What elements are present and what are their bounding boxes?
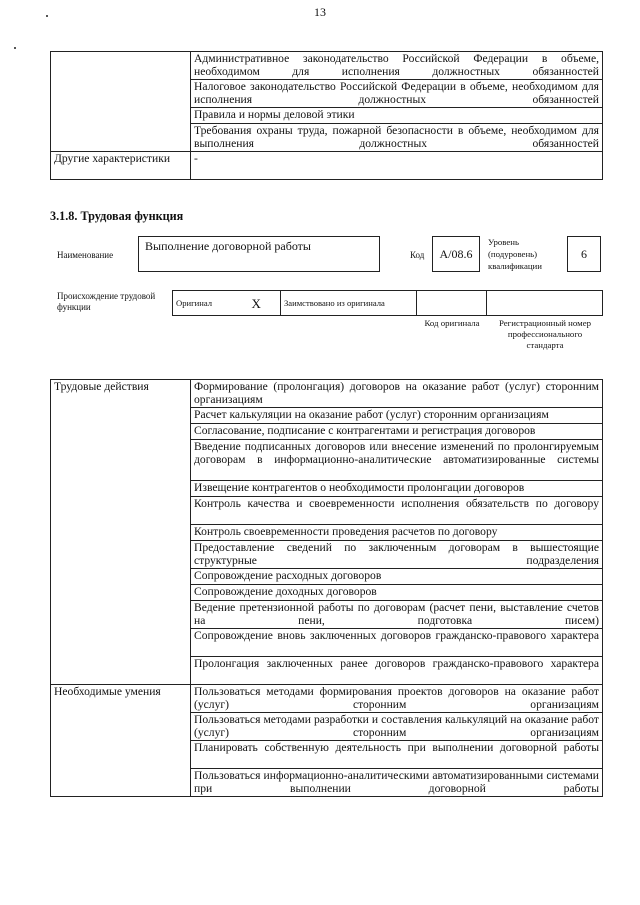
original-label: Оригинал [173, 291, 233, 316]
code-label: Код [410, 250, 425, 260]
top-table-label-empty [51, 52, 191, 152]
registration-number-cell [487, 291, 603, 316]
borrowed-label: Заимствовано из оригинала [281, 291, 417, 316]
labor-action-item: Сопровождение доходных договоров [191, 585, 603, 601]
labor-action-item: Сопровождение расходных договоров [191, 569, 603, 585]
skill-item: Планировать собственную деятельность при выполнении договорной работы [191, 741, 603, 769]
top-table [50, 51, 603, 180]
skills-label: Необходимые умения [51, 685, 191, 797]
function-code-box: A/08.6 [432, 236, 480, 272]
labor-action-item: Введение подписанных договоров или внесение изменений по пролонгируемым договорам в информационно-аналитические автоматизированные системы [191, 440, 603, 481]
original-mark: X [233, 291, 281, 316]
labor-action-item: Ведение претензионной работы по договорам (расчет пени, выставление счетов на пени, подготовка писем) [191, 601, 603, 629]
labor-action-item: Контроль качества и своевременности исполнения обязательств по договору [191, 497, 603, 525]
registration-number-caption: Регистрационный номер профессионального стандарта [498, 318, 591, 350]
scan-speck [46, 15, 48, 17]
code-original-caption: Код оригинала [424, 318, 480, 328]
origin-label: Происхождение трудовой функции [57, 291, 156, 312]
skill-item: Пользоваться информационно-аналитическими автоматизированными системами при выполнении договорной работы [191, 769, 603, 797]
labor-action-item: Извещение контрагентов о необходимости пролонгации договоров [191, 481, 603, 497]
function-name-box: Выполнение договорной работы [138, 236, 380, 272]
page-number: 13 [314, 5, 326, 19]
level-label: Уровень (подуровень) квалификации [488, 237, 542, 271]
labor-actions-label: Трудовые действия [51, 380, 191, 685]
skill-item: Пользоваться методами формирования проектов договоров на оказание работ (услуг) сторонним организациям [191, 685, 603, 713]
origin-table [172, 290, 603, 316]
knowledge-item: Административное законодательство Российской Федерации в объеме, необходимом для исполнения должностных обязанностей [191, 52, 603, 80]
labor-action-item: Контроль своевременности проведения расчетов по договору [191, 525, 603, 541]
labor-action-item: Пролонгация заключенных ранее договоров гражданско-правового характера [191, 657, 603, 685]
scan-speck [14, 47, 16, 49]
knowledge-item: Требования охраны труда, пожарной безопасности в объеме, необходимом для выполнения должностных обязанностей [191, 124, 603, 152]
main-table [50, 379, 603, 797]
section-title: 3.1.8. Трудовая функция [50, 209, 184, 223]
labor-action-item: Предоставление сведений по заключенным договорам в вышестоящие структурные подразделения [191, 541, 603, 569]
labor-action-item: Расчет калькуляции на оказание работ (услуг) сторонним организациям [191, 408, 603, 424]
name-label: Наименование [57, 250, 114, 260]
labor-action-item: Формирование (пролонгация) договоров на оказание работ (услуг) сторонним организациям [191, 380, 603, 408]
qualification-level-box: 6 [567, 236, 601, 272]
labor-action-item: Сопровождение вновь заключенных договоров гражданско-правового характера [191, 629, 603, 657]
other-characteristics-label: Другие характеристики [51, 152, 191, 180]
original-code-cell [417, 291, 487, 316]
labor-action-item: Согласование, подписание с контрагентами и регистрация договоров [191, 424, 603, 440]
other-characteristics-value: - [191, 152, 603, 180]
knowledge-item: Правила и нормы деловой этики [191, 108, 603, 124]
knowledge-item: Налоговое законодательство Российской Федерации в объеме, необходимом для исполнения должностных обязанностей [191, 80, 603, 108]
skill-item: Пользоваться методами разработки и составления калькуляций на оказание работ (услуг) сторонним организациям [191, 713, 603, 741]
